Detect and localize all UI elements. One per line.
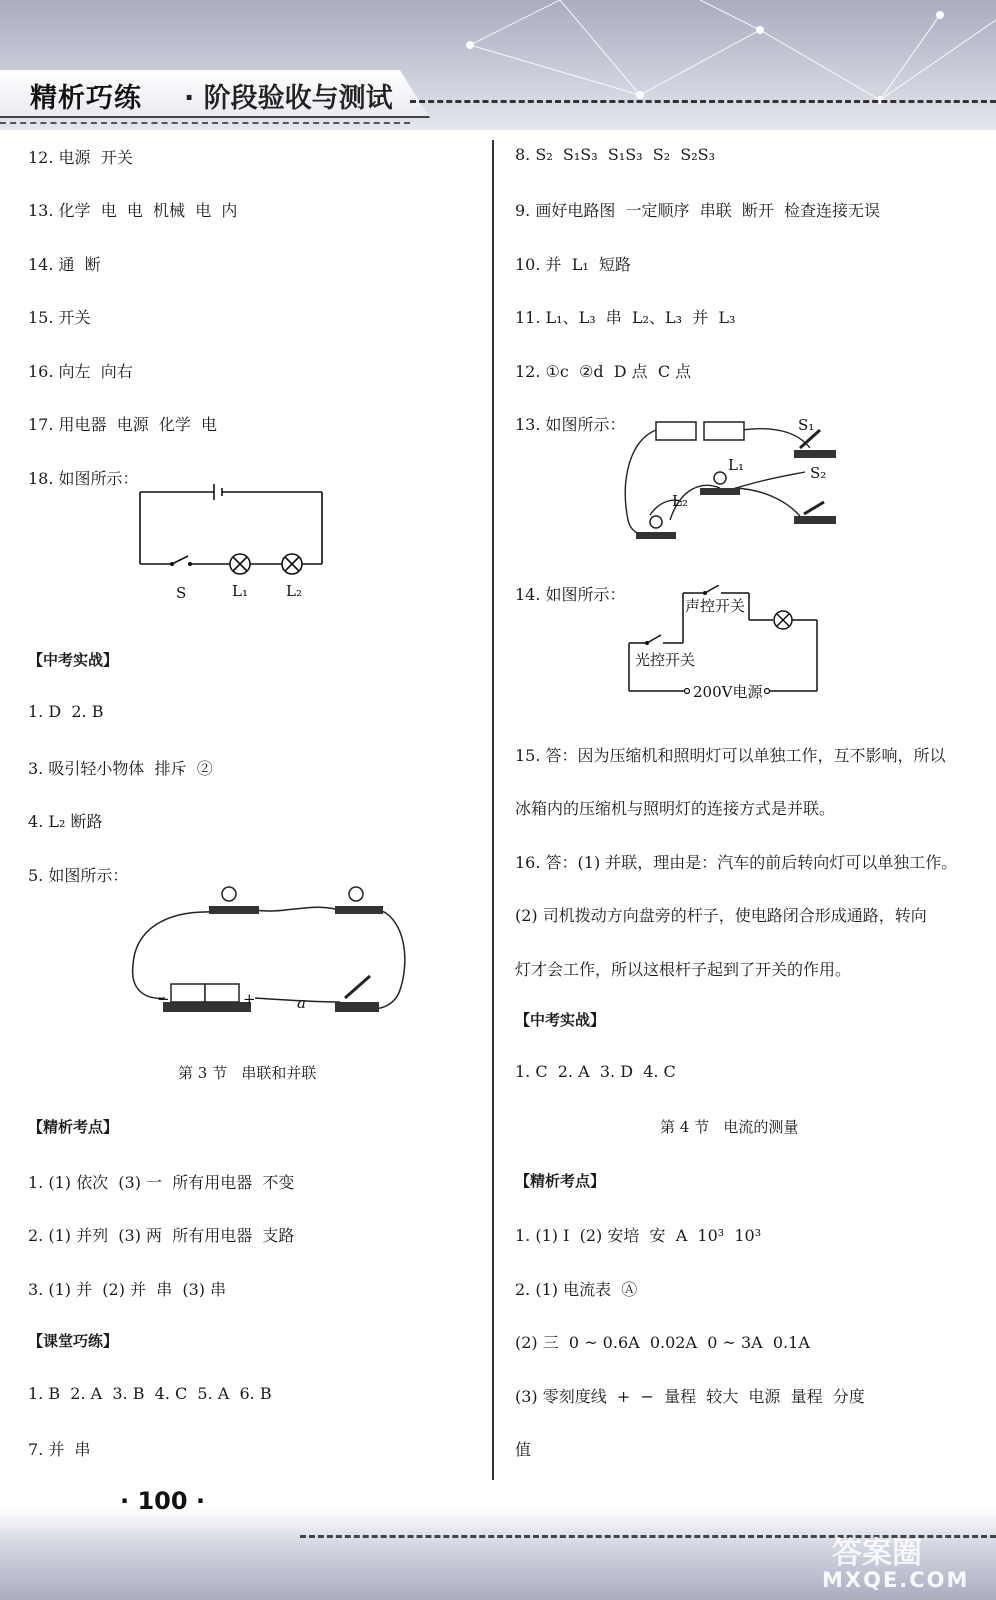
header-title: 精析巧练 (30, 83, 142, 114)
answer-line: 5. 如图所示： (28, 866, 129, 885)
answer-line: 9. 画好电路图 一定顺序 串联 断开 检查连接无误 (515, 201, 881, 220)
answer-line: 15. 开关 (28, 308, 91, 327)
answer-line: 13. 化学 电 电 机械 电 内 (28, 201, 238, 220)
label-power: 200V电源 (693, 683, 763, 701)
label-a: a (297, 994, 306, 1012)
answer-line: 16. 答：(1) 并联，理由是：汽车的前后转向灯可以单独工作。 (515, 853, 958, 872)
watermark-url: MXQE.COM (822, 1568, 970, 1592)
answer-line: 11. L₁、L₃ 串 L₂、L₃ 并 L₃ (515, 308, 736, 327)
answer-line: 灯才会工作，所以这根杆子起到了开关的作用。 (515, 960, 852, 979)
label-l1: L₁ (232, 582, 248, 600)
section-heading: 【中考实战】 (515, 1011, 606, 1029)
answer-line: 2. (1) 电流表 Ⓐ (515, 1280, 638, 1299)
answer-line: 值 (515, 1440, 532, 1459)
label-s1: S₁ (798, 416, 815, 434)
answer-line: (2) 司机拨动方向盘旁的杆子，使电路闭合形成通路，转向 (515, 906, 927, 925)
answer-line: 1. (1) I (2) 安培 安 A 10³ 10³ (515, 1226, 762, 1245)
answer-line: 1. D 2. B (28, 702, 104, 721)
label-light-switch: 光控开关 (635, 651, 696, 669)
answer-line: 3. (1) 并 (2) 并 串 (3) 串 (28, 1280, 227, 1299)
header-dashed-rule-left (0, 122, 410, 124)
label-s2: S₂ (810, 464, 827, 482)
label-s: S (176, 584, 187, 602)
answer-line: 1. (1) 依次 (3) 一 所有用电器 不变 (28, 1173, 295, 1192)
answer-line: 14. 通 断 (28, 255, 101, 274)
answer-line: 8. S₂ S₁S₃ S₁S₃ S₂ S₂S₃ (515, 145, 716, 164)
answer-line: 4. L₂ 断路 (28, 812, 103, 831)
answer-line: 3. 吸引轻小物体 排斥 ② (28, 759, 213, 778)
section-heading: 【精析考点】 (515, 1172, 606, 1190)
label-sound-switch: 声控开关 (685, 597, 746, 615)
section-heading: 【中考实战】 (28, 651, 119, 669)
circuit-diagram-18 (130, 480, 340, 610)
answer-line: 1. B 2. A 3. B 4. C 5. A 6. B (28, 1384, 272, 1403)
circuit-diagram-14 (625, 585, 825, 705)
section-heading: 【课堂巧练】 (28, 1332, 119, 1350)
answer-line: (2) 三 0 ~ 0.6A 0.02A 0 ~ 3A 0.1A (515, 1333, 810, 1352)
label-l2: L₂ (286, 582, 302, 600)
section-title: 第 4 节 电流的测量 (660, 1118, 799, 1136)
label-minus: − (157, 990, 170, 1008)
label-plus: + (243, 990, 256, 1008)
section-title: 第 3 节 串联和并联 (178, 1064, 317, 1082)
answer-line: 冰箱内的压缩机与照明灯的连接方式是并联。 (515, 799, 836, 818)
answer-line: 2. (1) 并列 (3) 两 所有用电器 支路 (28, 1226, 295, 1245)
physical-circuit-diagram-13 (620, 410, 850, 545)
page-number: · 100 · (120, 1487, 206, 1515)
answer-line: 18. 如图所示： (28, 469, 139, 488)
answer-line: 14. 如图所示： (515, 585, 626, 604)
answer-line: 13. 如图所示： (515, 415, 626, 434)
answer-line: 15. 答：因为压缩机和照明灯可以单独工作，互不影响，所以 (515, 746, 946, 765)
answer-line: 10. 并 L₁ 短路 (515, 255, 631, 274)
answer-line: 12. ①c ②d D 点 C 点 (515, 362, 692, 381)
answer-line: 1. C 2. A 3. D 4. C (515, 1062, 676, 1081)
answer-line: 12. 电源 开关 (28, 148, 133, 167)
header-dashed-rule (410, 100, 996, 103)
label-l2: L₂ (672, 492, 688, 510)
answer-line: 7. 并 串 (28, 1440, 91, 1459)
label-l1: L₁ (728, 456, 744, 474)
section-heading: 【精析考点】 (28, 1118, 119, 1136)
answer-line: (3) 零刻度线 + − 量程 较大 电源 量程 分度 (515, 1387, 865, 1406)
header-subtitle: · 阶段验收与测试 (184, 83, 393, 114)
column-divider (492, 140, 494, 1480)
answer-line: 16. 向左 向右 (28, 362, 133, 381)
answer-line: 17. 用电器 电源 化学 电 (28, 415, 218, 434)
watermark-logo: 答案圈 (832, 1536, 922, 1571)
physical-circuit-diagram-5 (125, 880, 425, 1030)
